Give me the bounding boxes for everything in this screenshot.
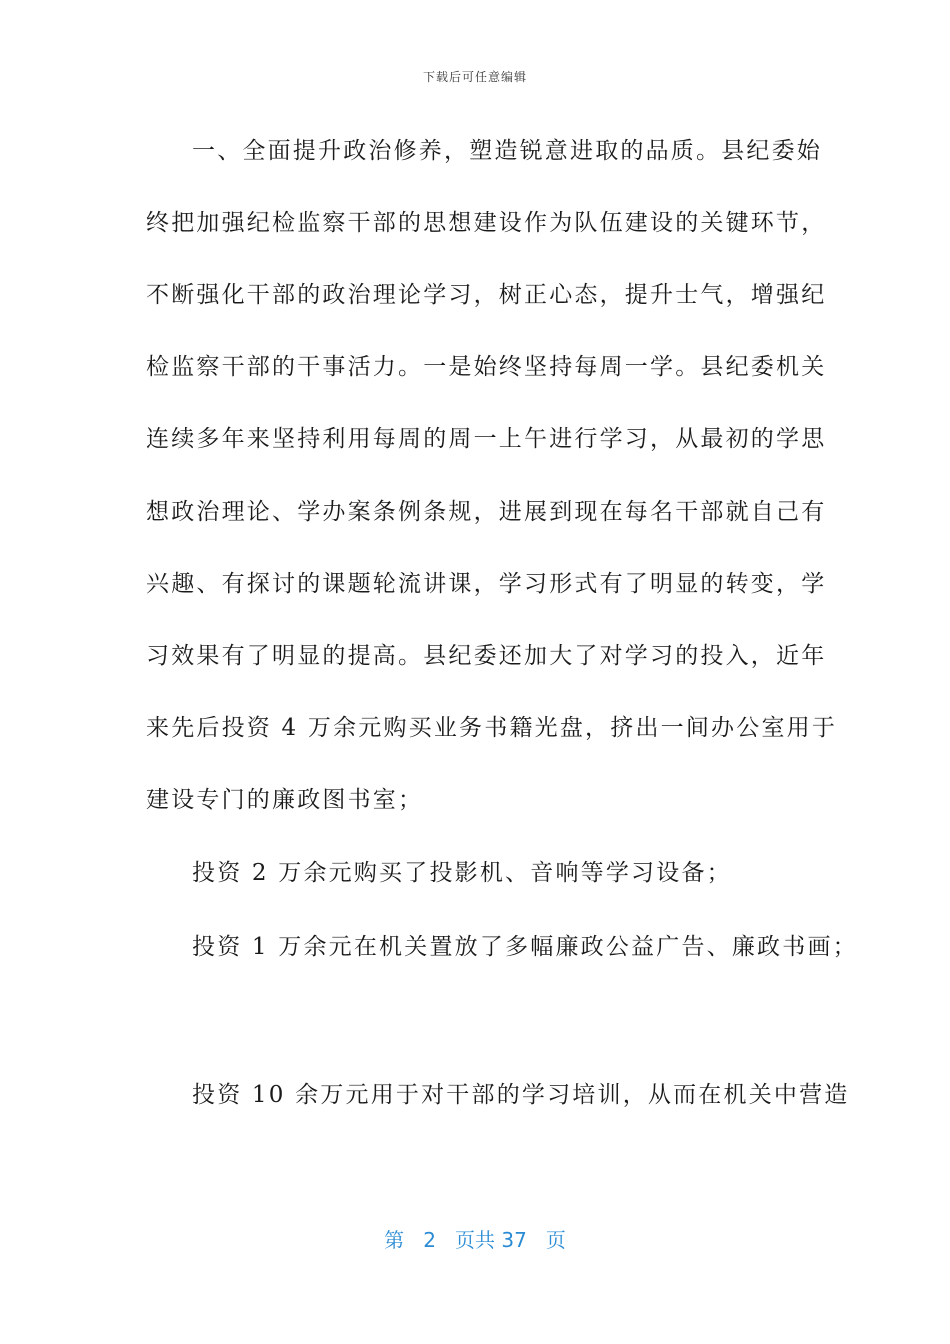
paragraph-1-line-6: 想政治理论、学办案条例条规，进展到现在每名干部就自己有	[146, 499, 827, 525]
paragraph-1-line-1: 一、全面提升政治修养，塑造锐意进取的品质。县纪委始	[192, 138, 822, 164]
paragraph-4: 投资 10 余万元用于对干部的学习培训，从而在机关中营造	[192, 1082, 850, 1108]
paragraph-1-line-8: 习效果有了明显的提高。县纪委还加大了对学习的投入，近年	[146, 643, 827, 669]
current-page-number: 2	[423, 1228, 436, 1252]
header-note: 下载后可任意编辑	[422, 70, 527, 84]
total-pages-number: 37	[501, 1228, 527, 1252]
paragraph-1-line-4: 检监察干部的干事活力。一是始终坚持每周一学。县纪委机关	[146, 354, 827, 380]
paragraph-1-line-3: 不断强化干部的政治理论学习，树正心态，提升士气，增强纪	[146, 282, 827, 308]
page-label-mid: 页共	[455, 1228, 495, 1252]
paragraph-1-line-7: 兴趣、有探讨的课题轮流讲课，学习形式有了明显的转变，学	[146, 571, 827, 597]
paragraph-1-line-5: 连续多年来坚持利用每周的周一上午进行学习，从最初的学思	[146, 426, 827, 452]
paragraph-2: 投资 2 万余元购买了投影机、音响等学习设备；	[192, 860, 732, 886]
paragraph-1-line-2: 终把加强纪检监察干部的思想建设作为队伍建设的关键环节，	[146, 210, 827, 236]
paragraph-1-line-10: 建设专门的廉政图书室；	[146, 787, 424, 813]
page-footer	[0, 1224, 950, 1253]
page-label-suffix: 页	[545, 1228, 566, 1252]
paragraph-3: 投资 1 万余元在机关置放了多幅廉政公益广告、廉政书画；	[192, 934, 858, 960]
page-label-prefix: 第	[384, 1228, 405, 1252]
paragraph-1-line-9: 来先后投资 4 万余元购买业务书籍光盘，挤出一间办公室用于	[146, 715, 838, 741]
